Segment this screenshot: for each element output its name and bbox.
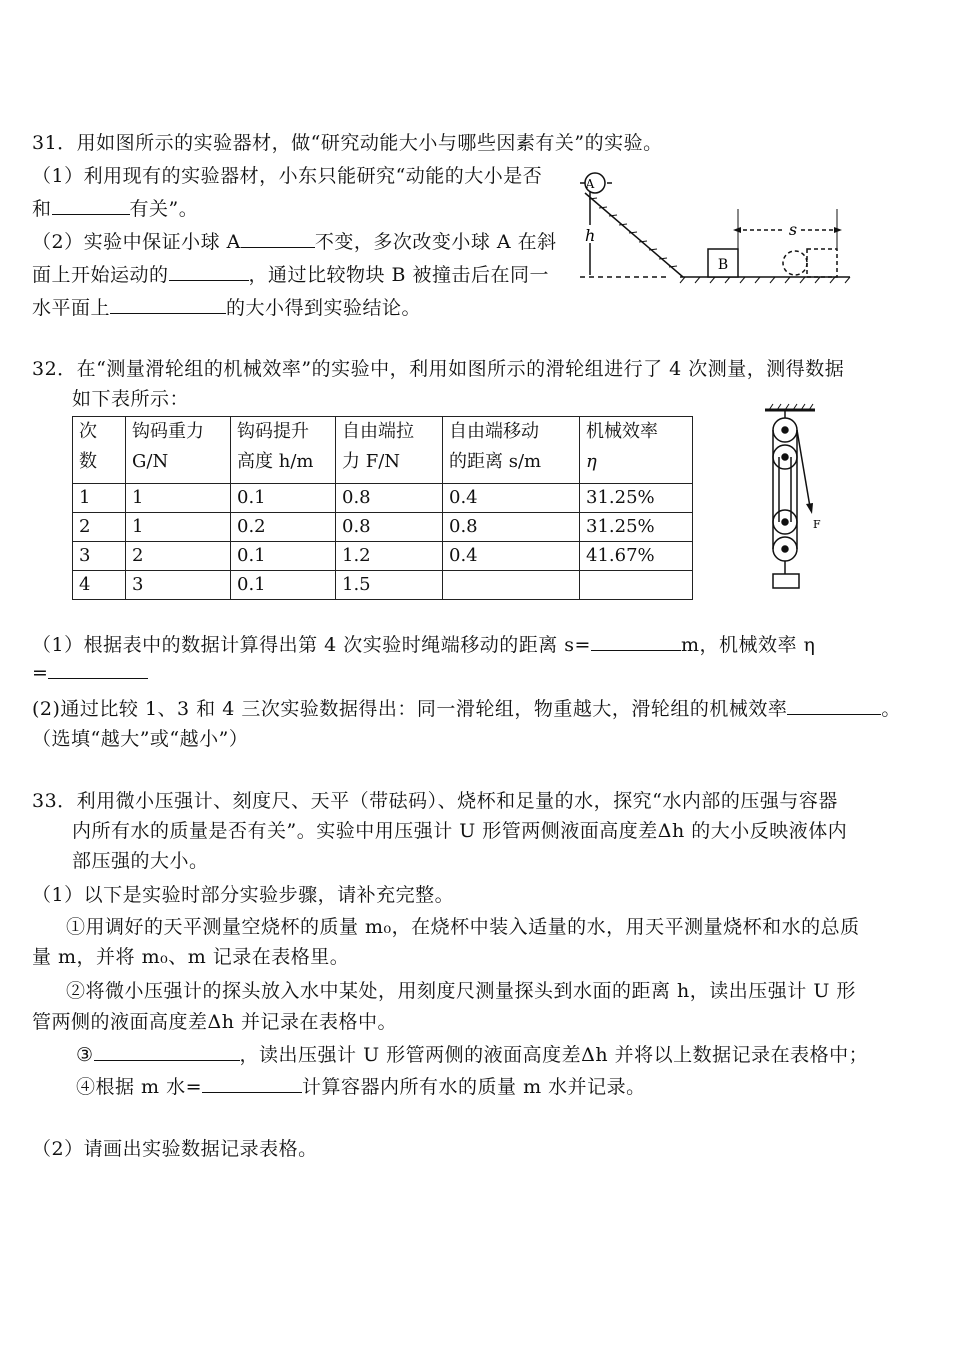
q31-part2-l3-suffix: 的大小得到实验结论。: [226, 297, 422, 319]
header-cell: 钩码重力 G/N: [126, 417, 231, 484]
q32-title: 32．在“测量滑轮组的机械效率”的实验中，利用如图所示的滑轮组进行了 4 次测量，测得数据: [32, 358, 845, 380]
header-cell: 自由端拉 力 F/N: [336, 417, 443, 484]
q33-line1: 33．利用微小压强计、刻度尺、天平（带砝码）、烧杯和足量的水，探究“水内部的压强与容器: [32, 790, 838, 812]
q33-step1-line2: 量 m，并将 m₀、m 记录在表格里。: [32, 946, 350, 968]
q31-part1-line1: （1）利用现有的实验器材，小东只能研究“动能的大小是否: [32, 165, 543, 187]
q33-step-intro: （1）以下是实验时部分实验步骤，请补充完整。: [32, 884, 455, 906]
q33-step4-prefix: ④根据 m 水=: [76, 1076, 203, 1098]
q32-part2-line2: （选填“越大”或“越小”）: [32, 728, 249, 750]
q32-part1-line2: [32, 660, 148, 686]
q33-step2-line1: ②将微小压强计的探头放入水中某处，用刻度尺测量探头到水面的距离 h，读出压强计 U 形: [66, 980, 856, 1002]
header-cell: 自由端移动 的距离 s/m: [443, 417, 580, 484]
q31-part2-line2: [32, 262, 549, 288]
table-row: 2 1 0.2 0.8 0.8 31.25%: [73, 513, 693, 542]
q32-part2-suffix: 。: [881, 698, 901, 720]
q32-part1-eq: =: [32, 662, 49, 684]
q32-blank-eta[interactable]: [48, 660, 148, 679]
q31-part2-line3: [32, 295, 421, 321]
q31-title: 31．用如图所示的实验器材，做“研究动能大小与哪些因素有关”的实验。: [32, 132, 663, 154]
table-header-row: [73, 417, 693, 484]
q31-part1-prefix: 和: [32, 198, 52, 220]
header-cell: 钩码提升 高度 h/m: [231, 417, 336, 484]
q33-step3: [76, 1042, 868, 1068]
table-row: 4 3 0.1 1.5: [73, 571, 693, 600]
ball-label: A: [585, 177, 595, 191]
q32-part2-line1: [32, 696, 901, 722]
q33-line2: 内所有水的质量是否有关”。实验中用压强计 U 形管两侧液面高度差Δh 的大小反映液体内: [72, 820, 848, 842]
incline-figure: [575, 165, 855, 290]
q32-data-table: [72, 416, 693, 600]
empty-cell-eta[interactable]: [580, 571, 693, 600]
q31-part2-l2-suffix: ，通过比较物块 B 被撞击后在同一: [248, 264, 550, 286]
q31-part2-l3-prefix: 水平面上: [32, 297, 111, 319]
q32-part1-line1: [32, 632, 815, 658]
q32-part1-suffix: m，机械效率 η: [680, 634, 816, 656]
header-cell: 机械效率 η: [580, 417, 693, 484]
header-cell: 次 数: [73, 417, 126, 484]
q31-blank-4[interactable]: [110, 295, 226, 314]
q31-part1-suffix: 有关”。: [129, 198, 199, 220]
q32-blank-s[interactable]: [591, 632, 681, 651]
q32-part2-prefix: (2)通过比较 1、3 和 4 三次实验数据得出：同一滑轮组，物重越大，滑轮组的机械效率: [32, 698, 788, 720]
q32-title-line2: 如下表所示：: [72, 388, 190, 410]
force-label: F: [813, 518, 821, 531]
height-label: h: [585, 226, 596, 245]
q33-step3-prefix: ③: [76, 1044, 94, 1066]
block-label: B: [717, 257, 729, 273]
q31-part2-line1: [32, 229, 557, 255]
q33-step3-suffix: ，读出压强计 U 形管两侧的液面高度差Δh 并将以上数据记录在表格中；: [239, 1044, 869, 1066]
hook-weight: [773, 574, 799, 588]
q31-blank-2[interactable]: [241, 229, 315, 248]
table-row: 1 1 0.1 0.8 0.4 31.25%: [73, 484, 693, 513]
q33-line3: 部压强的大小。: [72, 850, 209, 872]
q33-step2-line2: 管两侧的液面高度差Δh 并记录在表格中。: [32, 1011, 397, 1033]
q32-part1-prefix: （1）根据表中的数据计算得出第 4 次实验时绳端移动的距离 s=: [32, 634, 591, 656]
q33-blank-formula[interactable]: [202, 1074, 302, 1093]
q31-part2-suffix: 不变，多次改变小球 A 在斜: [314, 231, 557, 253]
pulley-figure: [755, 402, 835, 592]
q31-part1-line2: [32, 196, 198, 222]
q32-blank-trend[interactable]: [787, 696, 881, 715]
q33-step4: [76, 1074, 646, 1100]
q31-part2-prefix: （2）实验中保证小球 A: [32, 231, 241, 253]
q33-step1-line1: ①用调好的天平测量空烧杯的质量 m₀，在烧杯中装入适量的水，用天平测量烧杯和水的总质: [66, 916, 860, 938]
distance-label: s: [788, 220, 798, 239]
q33-blank-step3[interactable]: [94, 1042, 240, 1061]
empty-cell-s[interactable]: [443, 571, 580, 600]
q31-blank-3[interactable]: [169, 262, 249, 281]
table-row: 3 2 0.1 1.2 0.4 41.67%: [73, 542, 693, 571]
ramp-line: [585, 193, 683, 277]
q33-step4-suffix: 计算容器内所有水的质量 m 水并记录。: [302, 1076, 646, 1098]
q31-blank-1[interactable]: [52, 196, 130, 215]
q33-part2: （2）请画出实验数据记录表格。: [32, 1138, 318, 1160]
q31-part2-l2-prefix: 面上开始运动的: [32, 264, 169, 286]
